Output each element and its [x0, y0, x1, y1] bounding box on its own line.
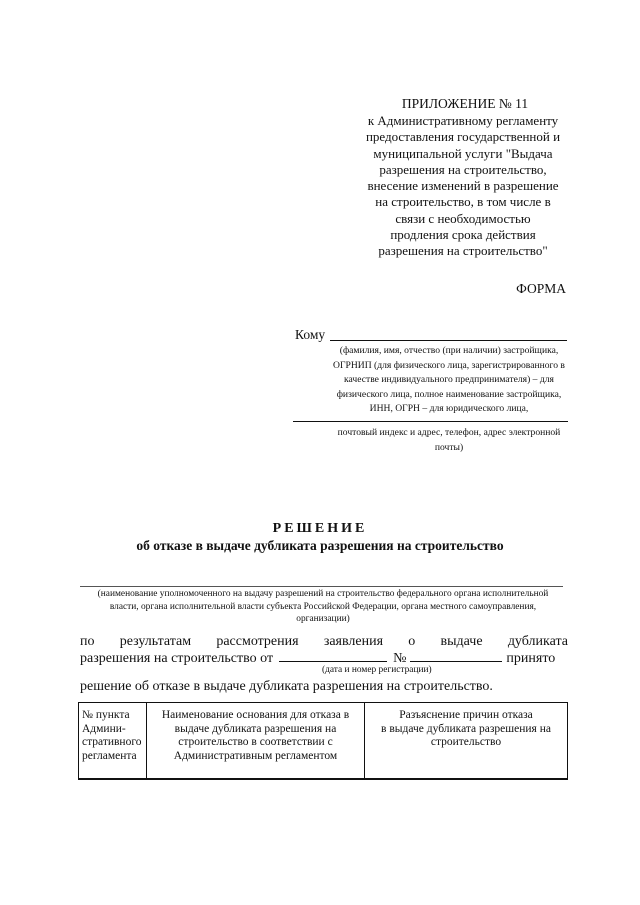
- refusal-reasons-table: [78, 702, 568, 780]
- appendix-line: внесение изменений в разрешение: [367, 178, 559, 194]
- body-word: о: [408, 634, 416, 649]
- header-line: Админи-: [82, 722, 126, 735]
- address-caption: [318, 426, 580, 455]
- number-field-line[interactable]: [410, 649, 502, 662]
- form-label: ФОРМА: [516, 281, 566, 296]
- appendix-line: разрешения на строительство,: [379, 161, 547, 177]
- caption-line: ОГРНИП (для физического лица, зарегистрированного в: [333, 359, 565, 371]
- date-field-line[interactable]: [279, 649, 387, 662]
- body-word: заявления: [323, 634, 384, 649]
- address-field-line[interactable]: [293, 421, 568, 422]
- decision-title: РЕШЕНИЕ: [272, 521, 368, 536]
- number-sign: №: [393, 651, 407, 666]
- appendix-line: муниципальной услуги "Выдача: [373, 145, 553, 161]
- appendix-line: продления срока действия: [390, 227, 536, 243]
- recipient-label: Кому: [295, 327, 326, 342]
- header-line: в выдаче дубликата разрешения на: [381, 722, 551, 735]
- header-line: № пункта: [82, 709, 130, 721]
- body-text: разрешения на строительство от: [80, 651, 274, 666]
- caption-line: организации): [296, 614, 350, 625]
- header-line: выдаче дубликата разрешения на: [174, 722, 337, 735]
- body-word: рассмотрения: [216, 634, 299, 649]
- appendix-line: к Административному регламенту: [367, 113, 559, 128]
- header-line: Наименование основания для отказа в: [161, 709, 350, 721]
- caption-line: физического лица, полное наименование застройщика,: [336, 388, 562, 400]
- appendix-line: предоставления государственной и: [365, 129, 561, 145]
- caption-line: (фамилия, имя, отчество (при наличии) застройщика,: [339, 345, 559, 356]
- header-line: регламента: [82, 749, 137, 762]
- table-header-clause: [79, 703, 147, 779]
- appendix-reference: [352, 113, 574, 260]
- table-header-explanation: [365, 703, 567, 779]
- body-text: принято: [506, 651, 556, 666]
- table-header-grounds: [147, 703, 365, 779]
- appendix-line: на строительство, в том числе в: [375, 194, 551, 210]
- header-line: Административным регламентом: [173, 749, 338, 762]
- body-word: по: [80, 634, 95, 649]
- table-bottom-rule: [78, 778, 567, 779]
- appendix-title: ПРИЛОЖЕНИЕ № 11: [401, 96, 529, 111]
- recipient-caption: [318, 344, 580, 417]
- caption-line: ИНН, ОГРН – для юридического лица,: [369, 403, 529, 414]
- appendix-line: связи с необходимостью: [395, 210, 531, 226]
- body-word: дубликата: [507, 634, 568, 649]
- caption-line: (наименование уполномоченного на выдачу разрешений на строительство федерального органа исполнительной: [97, 589, 549, 599]
- header-line: Разъяснение причин отказа: [399, 709, 533, 721]
- caption-line: почтовый индекс и адрес, телефон, адрес электронной: [337, 427, 561, 438]
- recipient-field-line[interactable]: [330, 340, 567, 341]
- authority-field-line[interactable]: [80, 586, 563, 587]
- appendix-line: разрешения на строительство": [378, 243, 548, 259]
- caption-line: власти, органа исполнительной власти субъекта Российской Федерации, органа местного самоуправления,: [109, 601, 537, 612]
- registration-caption: (дата и номер регистрации): [322, 665, 432, 675]
- caption-line: качестве индивидуального предпринимателя) – для: [344, 374, 554, 385]
- header-line: стративного: [82, 736, 142, 748]
- body-line-1: [80, 634, 568, 650]
- header-line: строительство: [430, 736, 502, 748]
- body-word: выдаче: [440, 634, 483, 649]
- decision-subtitle: об отказе в выдаче дубликата разрешения на строительство: [136, 538, 504, 553]
- authority-caption: [80, 588, 566, 626]
- body-word: результатам: [119, 634, 192, 649]
- header-line: строительство в соответствии с: [178, 736, 333, 748]
- caption-line: почты): [434, 441, 464, 453]
- body-line-3: решение об отказе в выдаче дубликата разрешения на строительство.: [80, 679, 493, 694]
